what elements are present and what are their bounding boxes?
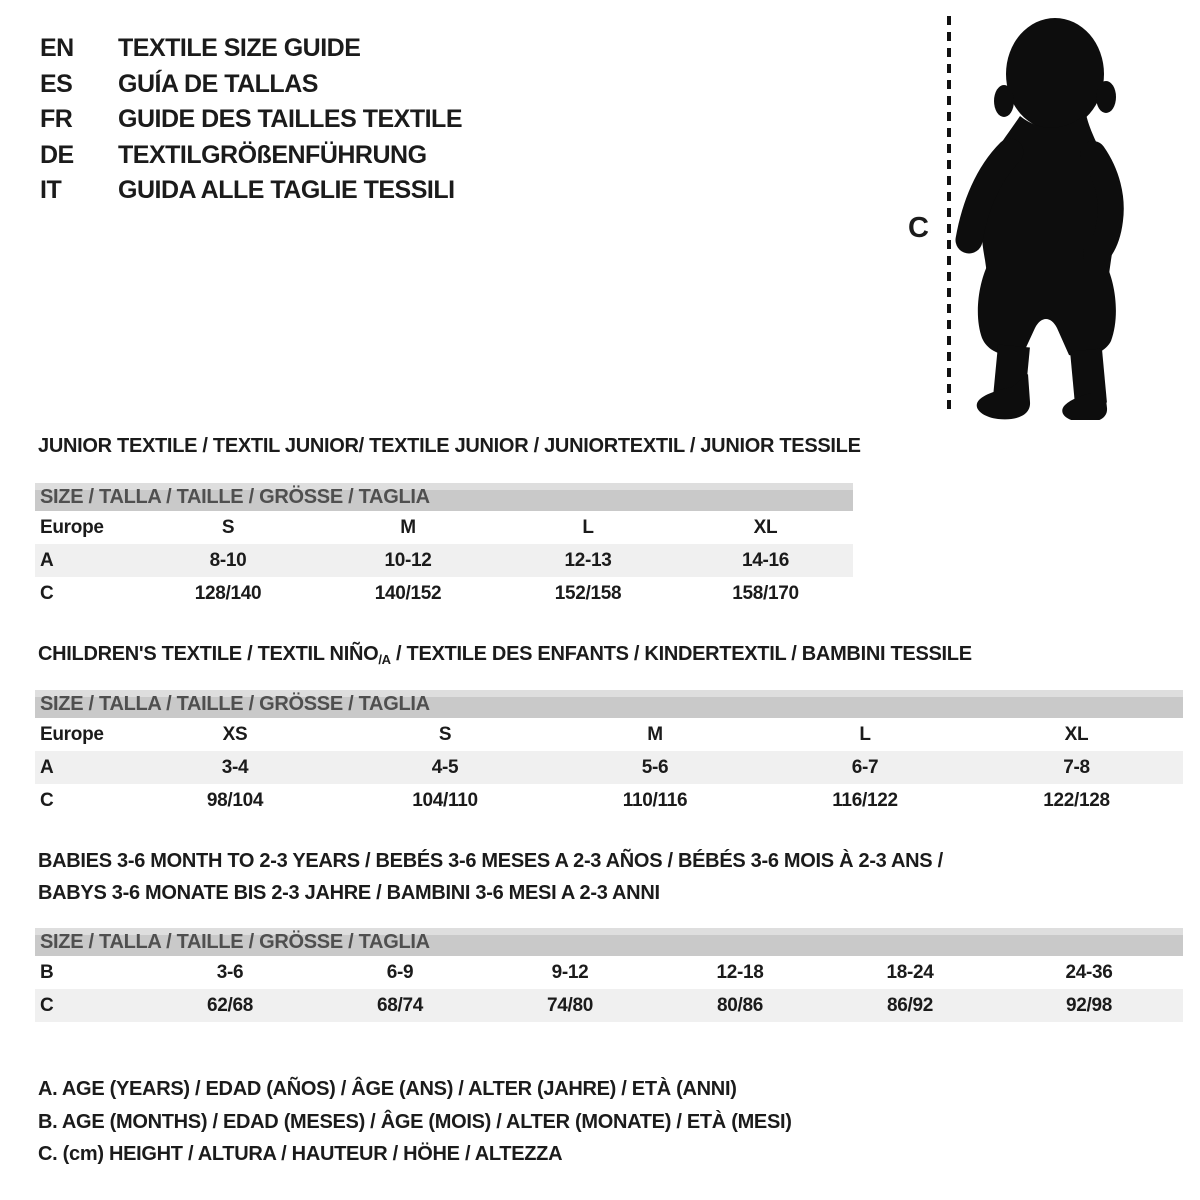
height-cell: 80/86 bbox=[716, 994, 764, 1016]
legend-line-a: A. AGE (YEARS) / EDAD (AÑOS) / ÂGE (ANS) / ALTER (JAHRE) / ETÀ (ANNI) bbox=[38, 1078, 737, 1100]
size-cell: XS bbox=[222, 723, 248, 745]
height-cell: 98/104 bbox=[206, 789, 264, 811]
table-row-age bbox=[35, 544, 853, 577]
row-label: Europe bbox=[40, 723, 104, 745]
age-cell: 14-16 bbox=[741, 549, 790, 571]
height-cell: 68/74 bbox=[376, 994, 424, 1016]
size-cell: L bbox=[859, 723, 871, 745]
height-cell: 92/98 bbox=[1066, 994, 1113, 1016]
table-row-height bbox=[35, 577, 853, 610]
age-cell: 6-9 bbox=[386, 961, 414, 983]
lang-title: GUIDA ALLE TAGLIE TESSILI bbox=[118, 176, 455, 205]
age-cell: 8-10 bbox=[209, 549, 247, 571]
row-label: A bbox=[40, 756, 54, 778]
lang-code: IT bbox=[40, 176, 62, 205]
lang-code: DE bbox=[40, 140, 74, 169]
row-label: Europe bbox=[40, 516, 104, 538]
table-row-age bbox=[35, 751, 1183, 784]
section-title-babies bbox=[38, 845, 943, 909]
size-cell: M bbox=[647, 723, 663, 745]
babies-title-line2: BABYS 3-6 MONATE BIS 2-3 JAHRE / BAMBINI 3-6 MESI A 2-3 ANNI bbox=[38, 882, 660, 904]
section-title-children bbox=[38, 643, 972, 667]
children-title-prefix: CHILDREN'S TEXTILE / TEXTIL NIÑO bbox=[38, 643, 379, 665]
age-cell: 10-12 bbox=[384, 549, 432, 571]
height-cell: 86/92 bbox=[886, 994, 934, 1016]
row-label: C bbox=[40, 789, 54, 811]
lang-title: GUIDE DES TAILLES TEXTILE bbox=[118, 105, 463, 134]
toddler-silhouette bbox=[890, 8, 1190, 420]
lang-title: GUÍA DE TALLAS bbox=[118, 69, 318, 98]
size-header-bar: SIZE / TALLA / TAILLE / GRÖSSE / TAGLIA bbox=[35, 690, 1183, 718]
children-title-sub: /A bbox=[378, 652, 391, 667]
children-title-suffix: / TEXTILE DES ENFANTS / KINDERTEXTIL / BAMBINI TESSILE bbox=[390, 643, 972, 665]
height-cell: 128/140 bbox=[194, 582, 262, 604]
lang-title: TEXTILGRÖßENFÜHRUNG bbox=[118, 140, 427, 169]
age-cell: 4-5 bbox=[431, 756, 459, 778]
size-cell: S bbox=[221, 516, 235, 538]
table-row-europe bbox=[35, 718, 1183, 751]
children-size-table bbox=[35, 690, 1183, 817]
height-cell: 116/122 bbox=[832, 789, 898, 811]
lang-code: FR bbox=[40, 105, 73, 134]
size-header-bar: SIZE / TALLA / TAILLE / GRÖSSE / TAGLIA bbox=[35, 928, 1183, 956]
age-cell: 3-4 bbox=[221, 756, 249, 778]
junior-size-table bbox=[35, 483, 853, 610]
height-cell: 110/116 bbox=[622, 789, 688, 811]
age-cell: 3-6 bbox=[216, 961, 244, 983]
size-cell: M bbox=[400, 516, 416, 538]
babies-title-line1: BABIES 3-6 MONTH TO 2-3 YEARS / BEBÉS 3-6 MESES A 2-3 AÑOS / BÉBÉS 3-6 MOIS À 2-3 ANS / bbox=[38, 850, 943, 872]
table-row-height bbox=[35, 784, 1183, 817]
age-cell: 7-8 bbox=[1063, 756, 1090, 778]
age-cell: 5-6 bbox=[641, 756, 669, 778]
size-cell: XL bbox=[753, 516, 778, 538]
age-cell: 12-18 bbox=[716, 961, 764, 983]
age-cell: 18-24 bbox=[886, 961, 934, 983]
size-cell: XL bbox=[1064, 723, 1089, 745]
height-cell: 140/152 bbox=[374, 582, 442, 604]
height-cell: 122/128 bbox=[1043, 789, 1110, 811]
height-cell: 158/170 bbox=[732, 582, 799, 604]
size-cell: L bbox=[582, 516, 594, 538]
legend-line-b: B. AGE (MONTHS) / EDAD (MESES) / ÂGE (MOIS) / ALTER (MONATE) / ETÀ (MESI) bbox=[38, 1110, 792, 1133]
height-cell: 104/110 bbox=[412, 789, 478, 811]
lang-title: TEXTILE SIZE GUIDE bbox=[118, 34, 361, 62]
height-cell: 62/68 bbox=[206, 994, 254, 1016]
size-header-bar: SIZE / TALLA / TAILLE / GRÖSSE / TAGLIA bbox=[35, 483, 853, 511]
age-cell: 12-13 bbox=[564, 549, 612, 571]
age-cell: 9-12 bbox=[551, 961, 589, 983]
row-label: B bbox=[40, 961, 54, 983]
age-cell: 6-7 bbox=[851, 756, 879, 778]
row-label: C bbox=[40, 994, 54, 1016]
table-row-age-months bbox=[35, 956, 1183, 989]
section-title-junior: JUNIOR TEXTILE / TEXTIL JUNIOR/ TEXTILE JUNIOR / JUNIORTEXTIL / JUNIOR TESSILE bbox=[38, 435, 861, 457]
legend-line-c: C. (cm) HEIGHT / ALTURA / HAUTEUR / HÖHE / ALTEZZA bbox=[38, 1143, 563, 1165]
lang-code: ES bbox=[40, 69, 73, 98]
language-header bbox=[40, 31, 462, 209]
size-cell: S bbox=[438, 723, 452, 745]
age-cell: 24-36 bbox=[1065, 961, 1113, 983]
height-cell: 152/158 bbox=[554, 582, 622, 604]
babies-size-table bbox=[35, 928, 1183, 1022]
table-row-europe bbox=[35, 511, 853, 544]
measurement-legend bbox=[38, 1073, 792, 1171]
height-label-c: C bbox=[908, 212, 929, 244]
row-label: C bbox=[40, 582, 54, 604]
lang-code: EN bbox=[40, 34, 74, 62]
row-label: A bbox=[40, 549, 54, 571]
table-row-height bbox=[35, 989, 1183, 1022]
height-cell: 74/80 bbox=[546, 994, 594, 1016]
